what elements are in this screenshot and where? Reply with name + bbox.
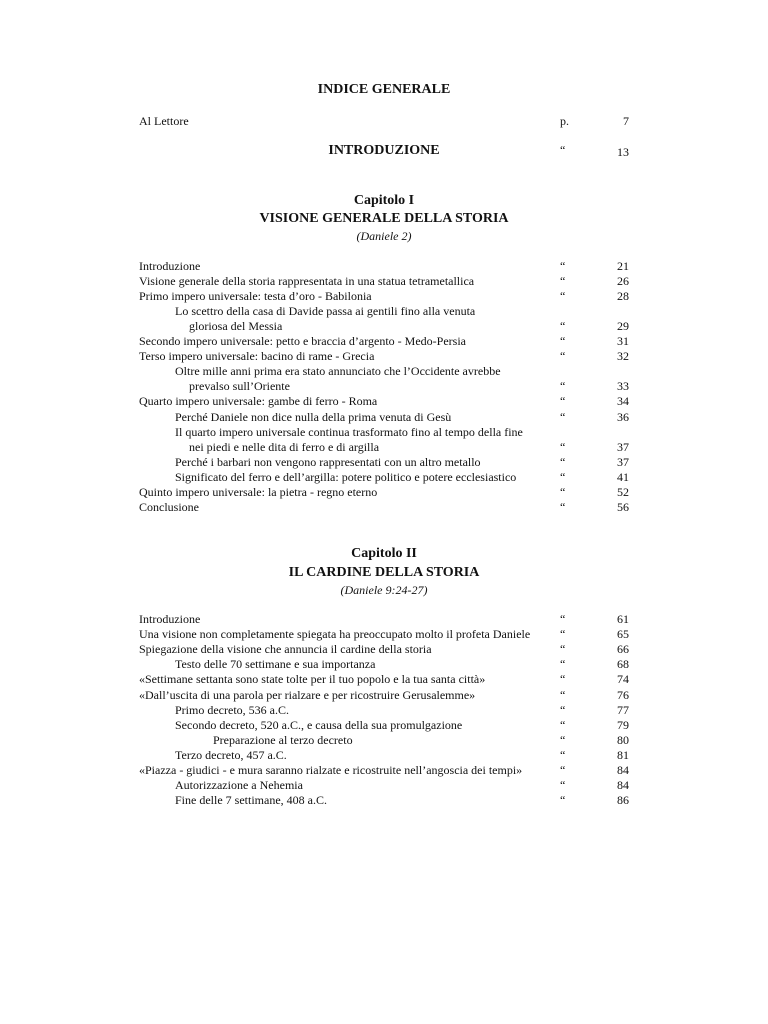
entry-ditto-mark: “ bbox=[560, 627, 566, 642]
chapter-1-heading: Capitolo I bbox=[353, 193, 415, 208]
entry-ditto-mark: “ bbox=[560, 319, 566, 334]
entry-page-number: 66 bbox=[617, 642, 629, 657]
entry-ditto-mark: “ bbox=[560, 657, 566, 672]
entry-label: Quarto impero universale: gambe di ferro - Roma bbox=[139, 394, 378, 409]
entry-label: «Piazza - giudici - e mura saranno rialzate e ricostruite nell’angoscia dei tempi» bbox=[139, 763, 523, 777]
entry-label: Introduzione bbox=[139, 612, 201, 626]
entry-page-number: 41 bbox=[617, 469, 629, 484]
toc-entry bbox=[0, 289, 768, 304]
entry-label: Terso impero universale: bacino di rame - Grecia bbox=[139, 349, 375, 364]
entry-label: Visione generale della storia rappresentata in una statua tetrametallica bbox=[139, 274, 475, 289]
toc-entry bbox=[0, 274, 768, 289]
entry-page-number: 37 bbox=[617, 454, 629, 469]
entry-label: Significato del ferro e dell’argilla: potere politico e potere ecclesiastico bbox=[175, 469, 517, 484]
entry-page-prefix: p. bbox=[560, 114, 569, 128]
entry-ditto-mark: “ bbox=[560, 484, 566, 499]
toc-entry-introduzione bbox=[0, 143, 768, 161]
entry-label: nei piedi e nelle dita di ferro e di argilla bbox=[189, 439, 380, 454]
entry-label: Autorizzazione a Nehemia bbox=[175, 778, 303, 793]
entry-ditto-mark: “ bbox=[560, 454, 566, 469]
entry-ditto-mark: “ bbox=[560, 732, 566, 747]
entry-ditto-mark: “ bbox=[560, 747, 566, 762]
entry-label: Il quarto impero universale continua trasformato fino al tempo della fine bbox=[175, 424, 523, 439]
entry-page-number: 80 bbox=[617, 732, 629, 747]
toc-entry bbox=[0, 259, 768, 274]
entry-ditto-mark: “ bbox=[560, 349, 566, 364]
entry-ditto-mark: “ bbox=[560, 334, 566, 349]
entry-page-number: 28 bbox=[617, 289, 629, 304]
entry-ditto-mark: “ bbox=[560, 793, 566, 808]
entry-ditto-mark: “ bbox=[560, 717, 566, 732]
entry-ditto-mark: “ bbox=[560, 289, 566, 304]
toc-entry bbox=[0, 500, 768, 515]
entry-ditto-mark: “ bbox=[560, 394, 566, 409]
entry-page-number: 84 bbox=[617, 763, 629, 777]
toc-entry-al-lettore bbox=[0, 114, 768, 129]
toc-entry bbox=[0, 304, 768, 319]
entry-page-number: 31 bbox=[617, 334, 629, 349]
entry-label: Secondo decreto, 520 a.C., e causa della sua promulgazione bbox=[175, 717, 463, 732]
entry-page-number: 68 bbox=[617, 657, 629, 672]
entry-page-number: 61 bbox=[617, 612, 629, 626]
entry-page-number: 84 bbox=[617, 778, 629, 793]
entry-label: Preparazione al terzo decreto bbox=[213, 732, 353, 747]
entry-page-number: 76 bbox=[617, 687, 629, 702]
entry-ditto-mark: “ bbox=[560, 409, 566, 424]
entry-label: Conclusione bbox=[139, 499, 199, 514]
entry-ditto-mark: “ bbox=[560, 439, 566, 454]
entry-ditto-mark: “ bbox=[560, 672, 566, 687]
entry-ditto-mark: “ bbox=[560, 379, 566, 394]
entry-page-number: 65 bbox=[617, 627, 629, 642]
entry-page-number: 33 bbox=[617, 379, 629, 394]
entry-label: Al Lettore bbox=[139, 114, 189, 128]
entry-ditto-mark: “ bbox=[560, 612, 566, 626]
entry-ditto-mark: “ bbox=[560, 778, 566, 793]
entry-page-number: 52 bbox=[617, 484, 629, 499]
toc-entry bbox=[0, 793, 768, 808]
toc-entry bbox=[0, 703, 768, 718]
entry-label: «Dall’uscita di una parola per rialzare e per ricostruire Gerusalemme» bbox=[139, 687, 476, 702]
entry-label: gloriosa del Messia bbox=[189, 319, 283, 334]
entry-label: «Settimane settanta sono state tolte per il tuo popolo e la tua santa città» bbox=[139, 672, 486, 687]
entry-ditto-mark: “ bbox=[560, 259, 566, 273]
entry-ditto-mark: “ bbox=[560, 687, 566, 702]
toc-entry bbox=[0, 364, 768, 379]
entry-page-number: 77 bbox=[617, 702, 629, 717]
toc-entry bbox=[0, 748, 768, 763]
toc-entry bbox=[0, 657, 768, 672]
toc-entry bbox=[0, 688, 768, 703]
toc-entry bbox=[0, 440, 768, 455]
entry-label: Quinto impero universale: la pietra - regno eterno bbox=[139, 484, 378, 499]
entry-label: Perché i barbari non vengono rappresentati con un altro metallo bbox=[175, 454, 481, 469]
toc-entry bbox=[0, 627, 768, 642]
entry-page-number: 36 bbox=[617, 409, 629, 424]
toc-entry bbox=[0, 410, 768, 425]
entry-label: prevalso sull’Oriente bbox=[189, 379, 290, 394]
entry-page-number: 32 bbox=[617, 349, 629, 364]
entry-page-number: 26 bbox=[617, 274, 629, 289]
entry-label: Lo scettro della casa di Davide passa ai gentili fino alla venuta bbox=[175, 304, 476, 319]
entry-label: Primo impero universale: testa d’oro - Babilonia bbox=[139, 289, 372, 304]
chapter-2-reference: (Daniele 9:24-27) bbox=[340, 583, 428, 597]
toc-entry bbox=[0, 485, 768, 500]
toc-entry bbox=[0, 470, 768, 485]
entry-page-number: 21 bbox=[617, 259, 629, 273]
toc-entry bbox=[0, 334, 768, 349]
entry-label: Introduzione bbox=[139, 259, 201, 273]
entry-label: Primo decreto, 536 a.C. bbox=[175, 702, 289, 717]
entry-label: Una visione non completamente spiegata ha preoccupato molto il profeta Daniele bbox=[139, 627, 531, 642]
toc-entry bbox=[0, 718, 768, 733]
entry-page-number: 56 bbox=[617, 499, 629, 514]
chapter-2-heading: Capitolo II bbox=[351, 546, 417, 561]
entry-label: Terzo decreto, 457 a.C. bbox=[175, 747, 287, 762]
entry-page-number: 29 bbox=[617, 319, 629, 334]
toc-entry bbox=[0, 642, 768, 657]
entry-label: Secondo impero universale: petto e braccia d’argento - Medo-Persia bbox=[139, 334, 466, 349]
entry-page-number: 86 bbox=[617, 793, 629, 808]
chapter-2-title: IL CARDINE DELLA STORIA bbox=[288, 565, 480, 580]
entry-page-number: 34 bbox=[617, 394, 629, 409]
entry-ditto-mark: “ bbox=[560, 642, 566, 657]
toc-entry bbox=[0, 763, 768, 778]
toc-entry bbox=[0, 379, 768, 394]
toc-entry bbox=[0, 394, 768, 409]
toc-entry bbox=[0, 319, 768, 334]
entry-ditto-mark: “ bbox=[560, 499, 566, 514]
entry-page-number: 74 bbox=[617, 672, 629, 687]
entry-ditto-mark: “ bbox=[560, 143, 566, 157]
entry-label: Testo delle 70 settimane e sua importanza bbox=[175, 657, 376, 672]
toc-entry bbox=[0, 425, 768, 440]
entry-ditto-mark: “ bbox=[560, 274, 566, 289]
index-title: INDICE GENERALE bbox=[317, 82, 451, 97]
toc-entry bbox=[0, 349, 768, 364]
toc-entry bbox=[0, 455, 768, 470]
toc-entry bbox=[0, 612, 768, 627]
entry-page-number: 79 bbox=[617, 717, 629, 732]
entry-ditto-mark: “ bbox=[560, 702, 566, 717]
entry-label: Perché Daniele non dice nulla della prima venuta di Gesù bbox=[175, 409, 452, 424]
entry-page-number: 13 bbox=[617, 145, 629, 159]
entry-label: Spiegazione della visione che annuncia il cardine della storia bbox=[139, 642, 432, 657]
entry-page-number: 81 bbox=[617, 747, 629, 762]
toc-entry bbox=[0, 778, 768, 793]
toc-entry bbox=[0, 672, 768, 687]
entry-ditto-mark: “ bbox=[560, 763, 566, 777]
entry-page-number: 37 bbox=[617, 439, 629, 454]
entry-page-number: 7 bbox=[623, 114, 629, 128]
chapter-1-title: VISIONE GENERALE DELLA STORIA bbox=[259, 211, 509, 226]
toc-entry bbox=[0, 733, 768, 748]
chapter-1-reference: (Daniele 2) bbox=[356, 229, 412, 243]
introduzione-heading: INTRODUZIONE bbox=[328, 143, 440, 158]
entry-label: Oltre mille anni prima era stato annunciato che l’Occidente avrebbe bbox=[175, 364, 501, 379]
entry-label: Fine delle 7 settimane, 408 a.C. bbox=[175, 793, 327, 808]
entry-ditto-mark: “ bbox=[560, 469, 566, 484]
